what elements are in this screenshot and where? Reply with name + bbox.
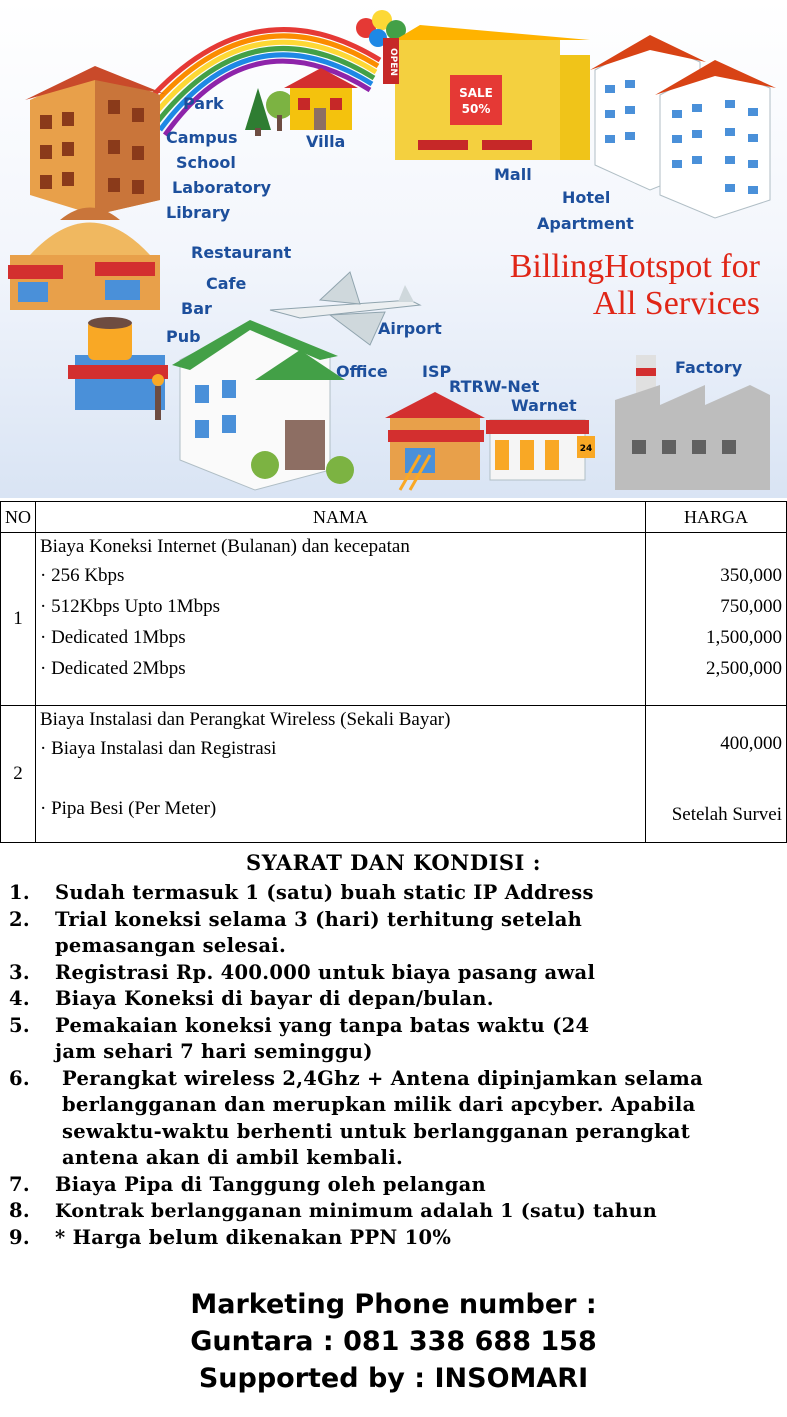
term-item <box>0 907 787 960</box>
item-name: · 256 Kbps <box>40 565 125 586</box>
term-item <box>0 1066 787 1172</box>
item-price: 1,500,000 <box>706 627 782 648</box>
row-price-cell <box>646 533 787 706</box>
label-apartment: Apartment <box>537 214 634 233</box>
label-library: Library <box>166 203 231 222</box>
table-row <box>1 533 787 706</box>
item-price: 750,000 <box>720 596 782 617</box>
term-text: Registrasi Rp. 400.000 untuk biaya pasang awal <box>55 960 596 984</box>
label-hotel: Hotel <box>562 188 611 207</box>
item-name: · 512Kbps Upto 1Mbps <box>40 596 220 617</box>
mall-building <box>383 25 590 160</box>
item-name: · Biaya Instalasi dan Registrasi <box>40 738 277 759</box>
terms-title: SYARAT DAN KONDISI : <box>246 850 541 875</box>
term-item <box>0 1225 787 1252</box>
label-warnet: Warnet <box>511 396 577 415</box>
term-text: * Harga belum dikenakan PPN 10% <box>55 1225 452 1249</box>
banner-title-line2: All Services <box>592 285 760 322</box>
term-text: Sudah termasuk 1 (satu) buah static IP Address <box>55 881 594 904</box>
term-number: 4. <box>9 987 30 1010</box>
row-price-cell <box>646 706 787 843</box>
label-factory: Factory <box>675 358 743 377</box>
header-nama: NAMA <box>36 502 646 533</box>
label-park: Park <box>183 94 224 113</box>
terms-section <box>0 848 787 1251</box>
label-cafe: Cafe <box>206 274 247 293</box>
item-name: · Dedicated 2Mbps <box>40 658 186 679</box>
row-name-cell <box>36 533 646 706</box>
item-price: 350,000 <box>720 565 782 586</box>
open-sign-text: OPEN <box>388 48 398 76</box>
term-number: 1. <box>9 881 30 904</box>
term-number: 6. <box>9 1066 30 1090</box>
item-price: 2,500,000 <box>706 658 782 679</box>
term-number: 7. <box>9 1172 30 1196</box>
item-name: · Dedicated 1Mbps <box>40 627 186 648</box>
row-title: Biaya Instalasi dan Perangkat Wireless (Sekali Bayar) <box>40 709 451 730</box>
label-campus: Campus <box>166 128 238 147</box>
price-table <box>0 501 787 843</box>
term-item <box>0 1172 787 1199</box>
label-mall: Mall <box>494 165 532 184</box>
term-text: Pemakaian koneksi yang tanpa batas waktu (24 jam sehari 7 hari seminggu) <box>55 1013 590 1063</box>
table-row <box>1 706 787 843</box>
shop-24-text: 24 <box>579 444 593 454</box>
term-number: 2. <box>9 907 30 931</box>
item-name: · Pipa Besi (Per Meter) <box>40 798 217 819</box>
banner-title-line1: BillingHotspot for <box>509 248 760 285</box>
term-text: Biaya Pipa di Tanggung oleh pelangan <box>55 1172 487 1196</box>
header-no: NO <box>1 502 36 533</box>
term-number: 9. <box>9 1225 30 1249</box>
term-item <box>0 880 787 907</box>
header-harga: HARGA <box>646 502 787 533</box>
sale-percent-text: 50% <box>461 102 491 116</box>
term-item <box>0 1198 787 1225</box>
term-item <box>0 1013 787 1066</box>
term-item <box>0 986 787 1013</box>
services-banner <box>0 0 787 498</box>
label-airport: Airport <box>378 319 442 338</box>
marketing-heading: Marketing Phone number : <box>190 1289 597 1320</box>
label-bar: Bar <box>181 299 212 318</box>
term-number: 3. <box>9 960 30 984</box>
label-isp: ISP <box>422 362 452 381</box>
label-villa: Villa <box>306 132 346 151</box>
label-office: Office <box>336 362 388 381</box>
label-laboratory: Laboratory <box>172 178 272 197</box>
label-pub: Pub <box>166 327 201 346</box>
term-text: Perangkat wireless 2,4Ghz + Antena dipinjamkan selama berlangganan dan merupkan milik dari apcyber. Apabila sewaktu-waktu berhenti untuk berlangganan perangkat antena akan di ambil kembali. <box>62 1066 704 1169</box>
marketing-supporter: Supported by : INSOMARI <box>198 1363 589 1394</box>
warnet-shop <box>486 420 595 480</box>
marketing-section <box>0 1286 787 1397</box>
table-header-row <box>1 502 787 533</box>
price-spacer <box>646 533 786 560</box>
label-school: School <box>176 153 236 172</box>
term-text: Kontrak berlangganan minimum adalah 1 (satu) tahun <box>55 1200 658 1222</box>
label-rtrw-net: RTRW-Net <box>449 377 540 396</box>
term-text: Trial koneksi selama 3 (hari) terhitung setelah pemasangan selesai. <box>55 907 583 957</box>
sale-sign-text: SALE <box>459 86 493 100</box>
term-text: Biaya Koneksi di bayar di depan/bulan. <box>55 987 494 1010</box>
price-spacer <box>646 706 786 728</box>
term-item <box>0 960 787 987</box>
item-price: Setelah Survei <box>671 804 782 825</box>
term-number: 8. <box>9 1199 30 1222</box>
row-number: 1 <box>1 533 36 706</box>
term-number: 5. <box>9 1013 30 1037</box>
row-number: 2 <box>1 706 36 843</box>
row-title: Biaya Koneksi Internet (Bulanan) dan kecepatan <box>40 536 410 557</box>
label-restaurant: Restaurant <box>191 243 292 262</box>
row-name-cell <box>36 706 646 843</box>
item-price: 400,000 <box>720 733 782 754</box>
marketing-contact: Guntara : 081 338 688 158 <box>190 1326 597 1357</box>
